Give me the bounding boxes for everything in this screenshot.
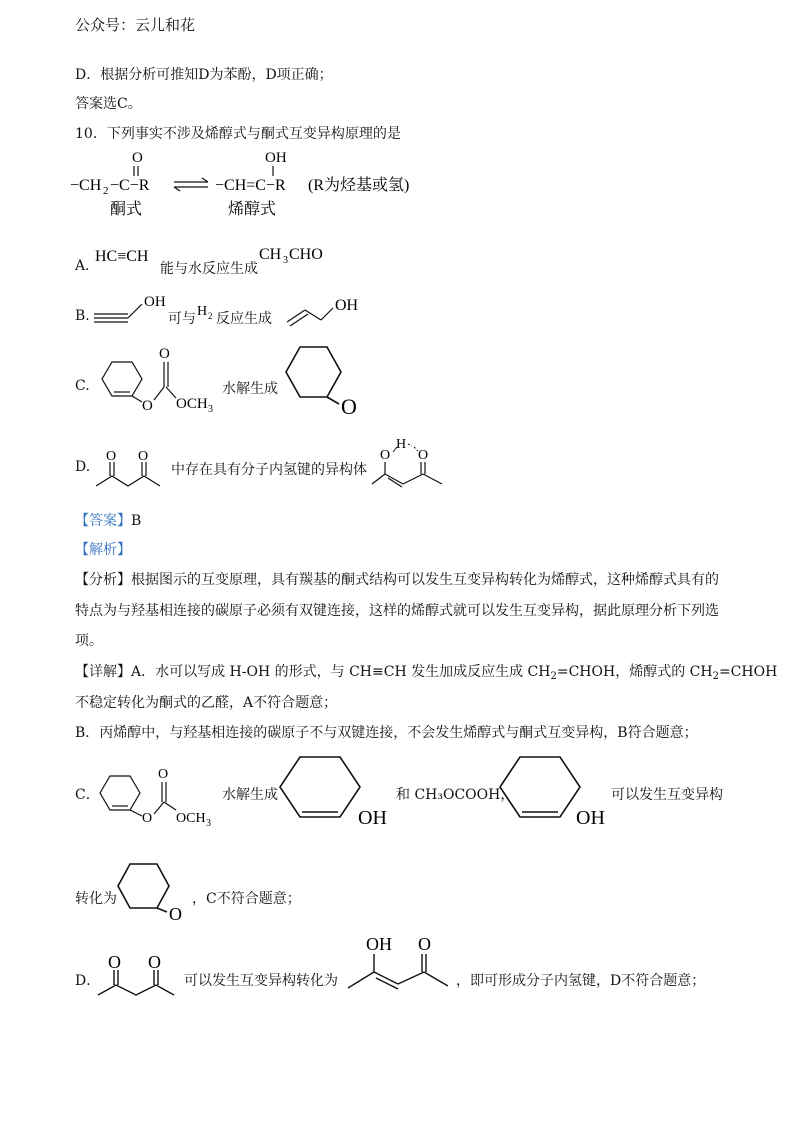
svg-text:CH: CH xyxy=(259,246,282,263)
svg-text:O: O xyxy=(132,150,143,166)
detail-c-label: C． xyxy=(75,787,100,803)
detail-d-text-2: ，即可形成分子内氢键，D不符合题意； xyxy=(456,973,706,989)
detail-a-text-1: A．水可以写成 H-OH 的形式，与 CH≡CH 发生加成反应生成 CH xyxy=(131,664,551,680)
svg-text:O: O xyxy=(148,952,161,972)
svg-text:HC≡CH: HC≡CH xyxy=(95,248,149,265)
svg-text:O: O xyxy=(169,904,182,924)
svg-text:3: 3 xyxy=(283,255,288,266)
svg-text:H: H xyxy=(197,304,208,319)
acetylene-formula xyxy=(95,244,165,266)
keto-label: 酮式 xyxy=(110,201,143,218)
detail-d-enol-form xyxy=(340,932,455,998)
option-d-text: 中存在具有分子内氢键的异构体 xyxy=(171,462,367,478)
option-c-label: C. xyxy=(75,378,90,394)
svg-text:3: 3 xyxy=(206,818,211,829)
svg-text:OH: OH xyxy=(366,934,392,954)
detail-a-line-2: 不稳定转化为酮式的乙醛，A不符合题意； xyxy=(75,695,338,711)
svg-text:O: O xyxy=(138,449,149,464)
keto-enol-equilibrium-diagram xyxy=(70,148,450,223)
svg-text:O: O xyxy=(159,346,170,362)
option-a-label: A. xyxy=(75,258,90,274)
svg-text:−CH=C−R: −CH=C−R xyxy=(215,177,286,194)
allyl-alcohol-structure xyxy=(285,292,365,328)
acetaldehyde-formula xyxy=(259,242,329,264)
option-b-text2: 反应生成 xyxy=(216,311,272,327)
acetylacetone-structure xyxy=(94,446,174,490)
detail-b-line: B．丙烯醇中，与羟基相连接的碳原子不与双键连接，不会发生烯醇式与酮式互变异构，B符合题意； xyxy=(75,725,698,741)
svg-text:OH: OH xyxy=(335,297,359,314)
cyclohexenyl-carbonate-structure xyxy=(92,342,232,415)
svg-text:OH: OH xyxy=(358,807,387,829)
svg-text:CHO: CHO xyxy=(289,246,323,263)
prev-option-d: D．根据分析可推知D为苯酚，D项正确； xyxy=(75,67,333,83)
detail-c-text-4: 转化为 xyxy=(75,891,117,907)
prev-answer-line: 答案选C。 xyxy=(75,96,142,112)
svg-text:O: O xyxy=(418,934,431,954)
svg-text:O: O xyxy=(341,394,357,419)
option-c-text: 水解生成 xyxy=(222,381,278,397)
fenxi-line-1 xyxy=(75,569,719,589)
analysis-tag: 【解析】 xyxy=(75,542,131,558)
option-b-label: B. xyxy=(75,308,90,324)
option-b-text1: 可与 xyxy=(168,311,196,327)
detail-d-label: D． xyxy=(75,973,101,989)
option-d-label: D. xyxy=(75,459,91,475)
answer-value: B xyxy=(131,513,142,529)
fenxi-line-2: 特点为与羟基相连接的碳原子必须有双键连接，这样的烯醇式就可以发生互变异构，据此原理分析下列选 xyxy=(75,603,719,619)
detail-d-acetylacetone xyxy=(94,950,184,1000)
svg-text:OCH: OCH xyxy=(176,396,208,412)
svg-text:−CH: −CH xyxy=(70,177,102,194)
detail-c-text-5: ，C不符合题意； xyxy=(192,891,301,907)
svg-text:OH: OH xyxy=(265,150,287,166)
svg-text:O: O xyxy=(106,449,117,464)
enol-hydrogen-bond-structure xyxy=(370,432,455,490)
xiangjie-tag: 【详解】 xyxy=(75,664,131,680)
svg-text:H: H xyxy=(396,437,407,452)
detail-a-text-3: =CHOH xyxy=(718,664,778,680)
question-stem: 10．下列事实不涉及烯醇式与酮式互变异构原理的是 xyxy=(75,126,401,142)
option-a-text: 能与水反应生成 xyxy=(160,261,258,277)
svg-text:2: 2 xyxy=(208,311,213,321)
svg-text:O: O xyxy=(418,448,429,463)
detail-c-cyclohexenol-1 xyxy=(280,752,390,830)
xiangjie-line-1: 【详解】A．水可以写成 H-OH 的形式，与 CH≡CH 发生加成反应生成 $CH_2=CHOH$，烯醇式的 $CH_2=CHOH$ xyxy=(75,664,778,682)
detail-c-text-3: 可以发生互变异构 xyxy=(611,787,723,803)
enol-label: 烯醇式 xyxy=(228,201,277,218)
svg-text:O: O xyxy=(142,811,153,826)
svg-text:O: O xyxy=(142,398,153,414)
detail-c-cyclohexanone xyxy=(115,862,195,924)
account-watermark: 公众号：云儿和花 xyxy=(75,16,196,34)
detail-c-text-2: 和 CH₃OCOOH， xyxy=(396,787,515,803)
cyclohexanone-structure xyxy=(275,342,365,417)
svg-text:OH: OH xyxy=(576,807,605,829)
fenxi-text-1: 根据图示的互变原理，具有羰基的酮式结构可以发生互变异构转化为烯醇式，这种烯醇式具有的 xyxy=(131,572,719,588)
answer-tag: 【答案】 xyxy=(75,513,131,529)
svg-text:OH: OH xyxy=(144,294,166,310)
answer-line xyxy=(75,510,141,530)
svg-text:−C−R: −C−R xyxy=(110,177,150,194)
detail-c-carbonate-structure xyxy=(92,762,232,832)
svg-text:3: 3 xyxy=(208,404,213,415)
detail-c-cyclohexenol-2 xyxy=(500,752,610,830)
fenxi-tag: 【分析】 xyxy=(75,572,131,588)
detail-c-text-1: 水解生成 xyxy=(222,787,278,803)
svg-text:O: O xyxy=(380,448,391,463)
diagram-note: (R为烃基或氢) xyxy=(308,177,410,194)
detail-a-text-2: =CHOH，烯醇式的 CH xyxy=(556,664,713,680)
propargyl-alcohol-structure xyxy=(92,290,172,326)
svg-text:O: O xyxy=(108,952,121,972)
detail-d-text-1: 可以发生互变异构转化为 xyxy=(184,973,338,989)
svg-text:O: O xyxy=(158,767,169,782)
fenxi-line-3: 项。 xyxy=(75,633,103,649)
svg-text:2: 2 xyxy=(103,185,109,197)
svg-text:OCH: OCH xyxy=(176,811,206,826)
